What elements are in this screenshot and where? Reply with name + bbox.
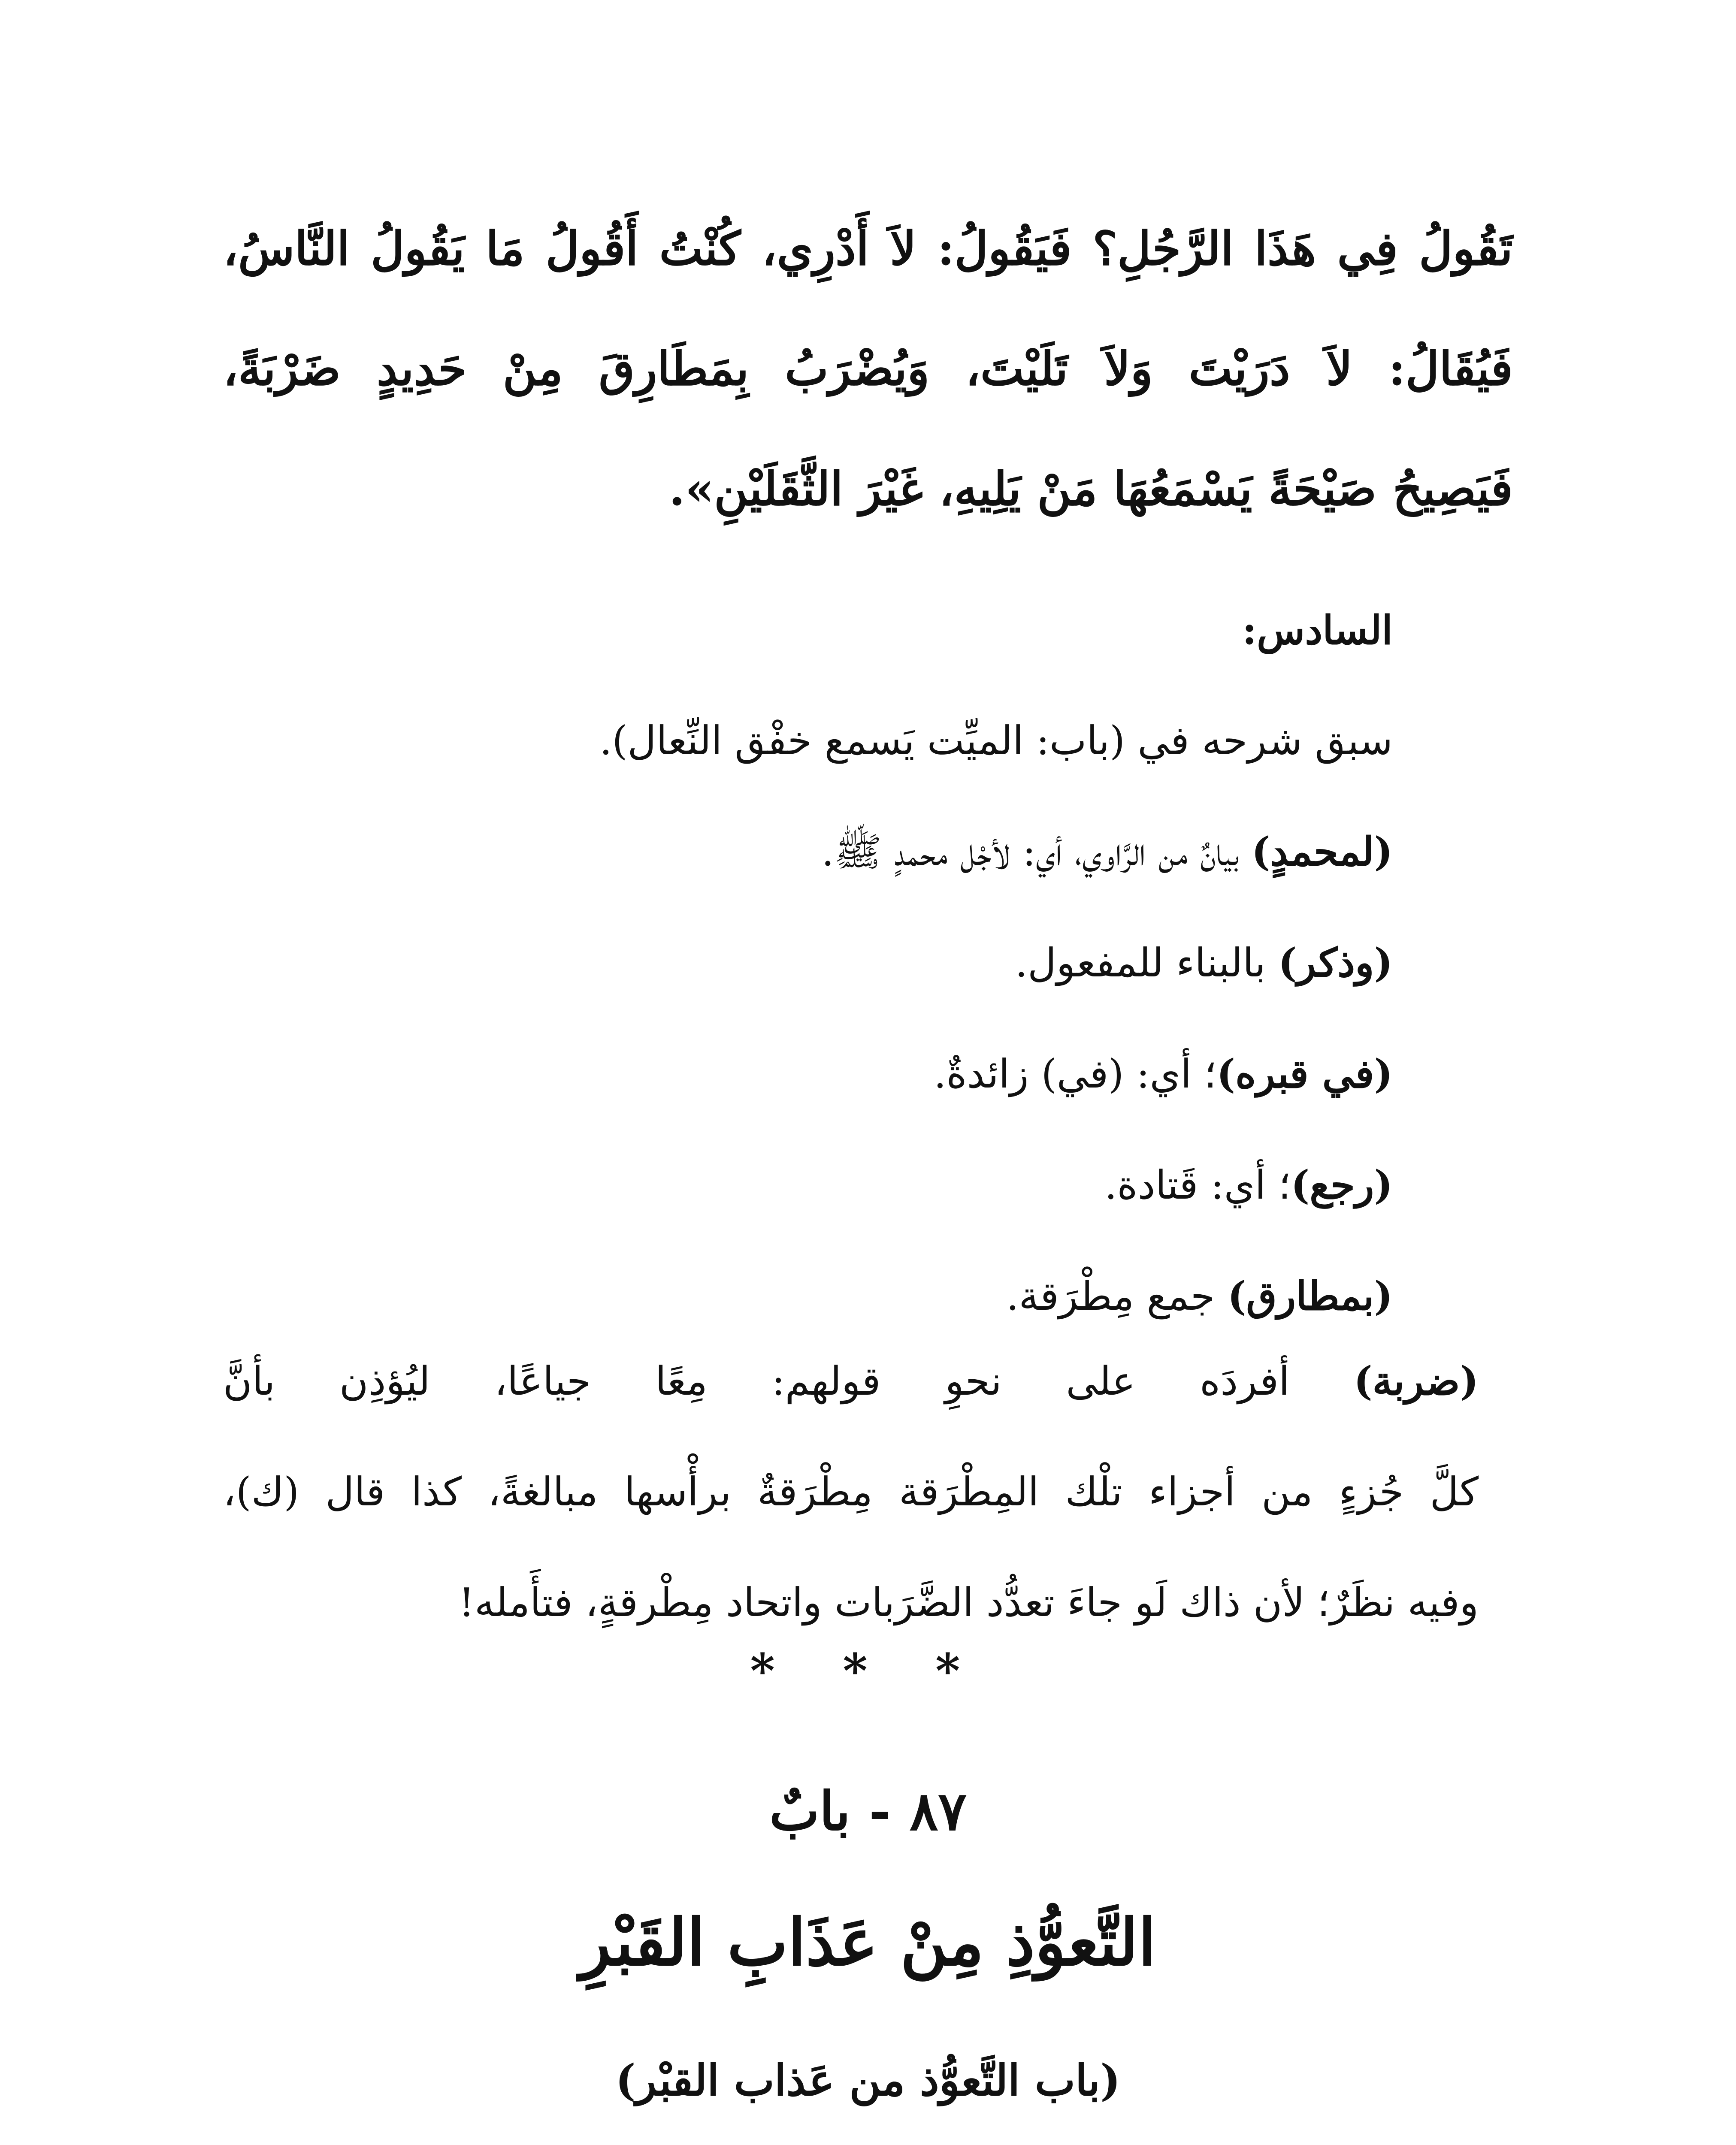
commentary-term: (في قبره) <box>1216 1051 1393 1097</box>
commentary-line <box>300 1130 1393 1241</box>
chapter-subtitle: (باب التَّعوُّذ من عَذاب القبْر) <box>615 2055 1121 2106</box>
commentary-paragraph <box>223 1326 1479 1658</box>
section-separator: * * * <box>750 1643 986 1698</box>
commentary-term: (لمحمدٍ) <box>1251 828 1393 875</box>
commentary-text: ؛ أي: (في) زائدةٌ. <box>934 1051 1217 1097</box>
paragraph-line <box>223 1326 1479 1437</box>
hadith-line: فَيُقَالُ: لاَ دَرَيْتَ وَلاَ تَلَيْتَ، وَيُضْرَبُ بِمَطَارِقَ مِنْ حَدِيدٍ ضَرْبَةً، <box>223 342 1513 396</box>
chapter-number: ٨٧ - بابٌ <box>769 1780 967 1843</box>
hadith-line: فَيَصِيحُ صَيْحَةً يَسْمَعُهَا مَنْ يَلِيهِ، غَيْرَ الثَّقَلَيْنِ». <box>669 462 1513 516</box>
paragraph-text: أفردَه على نحوِ قولهم: مِعًا جياعًا، ليُؤذِن بأنَّ <box>223 1358 1354 1404</box>
paragraph-line: وفيه نظَرٌ؛ لأن ذاك لَو جاءَ تعدُّد الضَّرَبات واتحاد مِطْرقةٍ، فتأَمله! <box>458 1580 1479 1625</box>
commentary-line: سبق شرحه في (باب: الميِّت يَسمع خفْق النِّعال). <box>599 718 1393 764</box>
commentary-text: ؛ أي: قَتادة. <box>1104 1162 1291 1208</box>
commentary-text: بيانٌ من الرَّاوي، أي: لأجْل محمدٍ ﷺ. <box>821 829 1252 875</box>
commentary-line <box>300 1018 1393 1130</box>
commentary-term: (وذكر) <box>1278 940 1393 986</box>
chapter-title: التَّعوُّذِ مِنْ عَذَابِ القَبْرِ <box>580 1905 1156 1980</box>
commentary-heading: السادس: <box>1242 607 1393 653</box>
hadith-line: تَقُولُ فِي هَذَا الرَّجُلِ؟ فَيَقُولُ: لاَ أَدْرِي، كُنْتُ أَقُولُ مَا يَقُولُ النَّاسُ، <box>223 222 1513 276</box>
commentary-term: (رجع) <box>1291 1162 1393 1208</box>
commentary-text: جمع مِطْرَقة. <box>1006 1273 1228 1319</box>
commentary-text: بالبناء للمفعول. <box>1015 940 1278 986</box>
hadith-text <box>223 189 1513 549</box>
commentary-line <box>300 907 1393 1018</box>
paragraph-term: (ضربة) <box>1354 1358 1479 1404</box>
commentary-term: (بمطارق) <box>1227 1273 1393 1319</box>
commentary-line <box>300 796 1393 907</box>
paragraph-line: كلَّ جُزءٍ من أجزاء تلْك المِطْرَقة مِطْرَقةٌ برأْسها مبالغةً، كذا قال (ك)، <box>223 1469 1479 1515</box>
commentary <box>300 575 1393 1352</box>
